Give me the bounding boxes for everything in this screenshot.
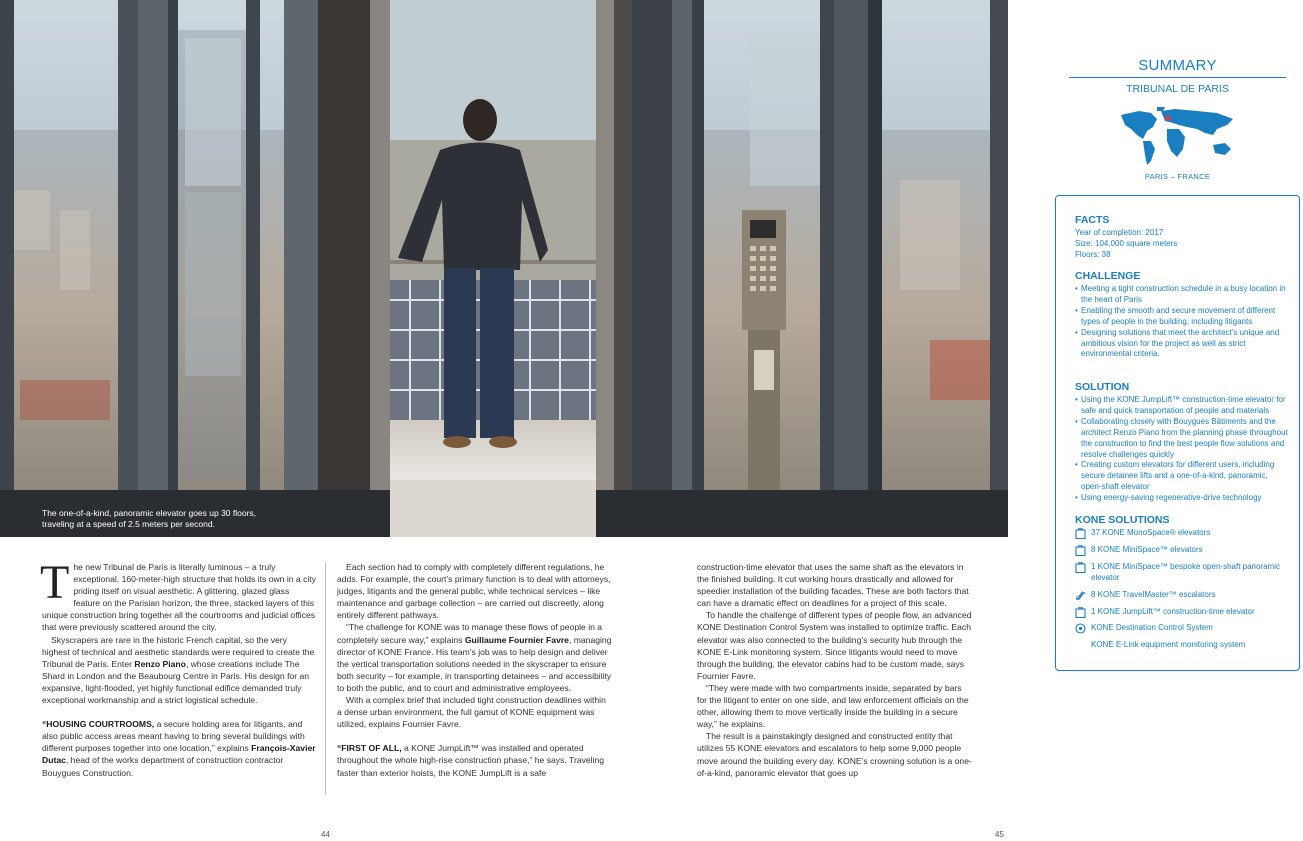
- kone-solutions-heading: KONE SOLUTIONS: [1075, 514, 1170, 526]
- list-item: • Enabling the smooth and secure movement of different types of people in the building, including litigants: [1075, 306, 1290, 328]
- paragraph: [337, 621, 612, 694]
- person-name: François-Xavier Dutac: [42, 743, 316, 766]
- product-label: 8 KONE MiniSpace™ elevators: [1091, 544, 1203, 554]
- paragraph: [42, 634, 317, 707]
- list-item: • Using the KONE JumpLift™ construction-time elevator for safe and quick transportation of people and materials: [1075, 395, 1290, 417]
- list-item: • Designing solutions that meet the architect’s unique and ambitious vision for the project as well as strict environmental criteria.: [1075, 328, 1290, 361]
- greenland-shape: [1157, 107, 1165, 111]
- paragraph-text: he new Tribunal de Paris is literally luminous – a truly exceptional, 160-meter-high structure that holds its own in a city priding itself on visual aesthetic. A glittering, glazed glass feature on the Parisian horizon, the three, stacked layers of this unique construction bring together all the courtrooms and judicial offices that were previously scattered around the city.: [42, 562, 316, 633]
- product-label: KONE Destination Control System: [1091, 623, 1213, 633]
- hero-photo: [0, 0, 1008, 537]
- article-column-1: [40, 556, 317, 779]
- product-label: KONE E-Link equipment monitoring system: [1091, 640, 1246, 650]
- kone-solutions-list: [1075, 528, 1290, 651]
- product-label: 1 KONE MiniSpace™ bespoke open-shaft panoramic elevator: [1091, 561, 1280, 582]
- challenge-heading: CHALLENGE: [1075, 270, 1141, 282]
- fact-item: Floors: 38: [1075, 249, 1111, 259]
- paragraph: With a complex brief that included tight construction deadlines within a dense urban environment, the full gamut of KONE equipment was utilized, explains Fournier Favre.: [337, 695, 606, 730]
- paragraph: To handle the challenge of different types of people flow, an advanced KONE Destination Control System was installed to optimize traffic. Each elevator was also connected to the building’s security hub through the KONE E-Link monitoring system. Since litigants would need to move through the building, the elevator cabins had to be custom made, says Fournier Favre.: [697, 610, 972, 681]
- lead-in: “HOUSING COURTROOMS,: [42, 719, 155, 730]
- paragraph: Each section had to comply with completely different regulations, he adds. For example, the court’s primary function is to deal with attorneys, judges, litigants and the general public, while technical services – like maintenance and garbage collection – are carried out discreetly, along entirely different pathways.: [337, 562, 611, 621]
- solution-heading: SOLUTION: [1075, 381, 1130, 393]
- caption-line: The one-of-a-kind, panoramic elevator goes up 30 floors,: [42, 508, 257, 518]
- south-america-shape: [1143, 141, 1155, 165]
- paragraph-text: “The challenge for KONE was to manage these flows of people in a completely secure way,” explains: [337, 622, 603, 645]
- solution-list: [1075, 395, 1290, 504]
- challenge-section: [1075, 270, 1290, 360]
- product-label: 37 KONE MonoSpace® elevators: [1091, 528, 1211, 537]
- destination-control-icon: [1075, 623, 1086, 634]
- elevator-icon: [1075, 562, 1086, 573]
- facts-section: [1075, 214, 1290, 261]
- australia-shape: [1213, 143, 1231, 155]
- caption-line: traveling at a speed of 2.5 meters per second.: [42, 518, 215, 529]
- page-number-left: 44: [321, 830, 330, 839]
- list-item: • Using energy-saving regenerative-drive technology: [1075, 493, 1290, 504]
- summary-title: SUMMARY: [1138, 57, 1217, 74]
- summary-divider: [1069, 77, 1286, 78]
- africa-shape: [1167, 129, 1185, 157]
- product-item: [1075, 562, 1290, 584]
- list-item: • Creating custom elevators for different users, including secure detainee lifts and a one-of-a-kind, panoramic, open-shaft elevator: [1075, 460, 1290, 493]
- drop-cap: T: [40, 556, 70, 609]
- elevator-photo-illustration: [0, 0, 1008, 537]
- elevator-icon: [1075, 545, 1086, 556]
- project-location: PARIS – FRANCE: [1144, 172, 1211, 181]
- paragraph: “They were made with two compartments inside, separated by bars for the litigant to enter on one side, and law enforcement officials on the other, allowing them to move vertically inside the building in a secure way,” he explains.: [697, 682, 969, 730]
- project-name: TRIBUNAL DE PARIS: [1126, 83, 1229, 95]
- paragraph-text: a secure holding area for litigants, and also public access areas meant having to bring several buildings with different purposes together into one location,” explains: [42, 719, 305, 754]
- paragraph-text: , managing director of KONE France. His team’s job was to help design and deliver the vertical transportation solutions needed in the skyscraper to ensure both security – for example, in transporting detainees – and accessibility to both the public, and to court and administrative employees.: [337, 634, 612, 693]
- paragraph-text: a KONE JumpLift™ was installed and operated throughout the whole high-rise construction phase,” he says. Traveling faster than exterior hoists, the KONE JumpLift is a safe: [337, 743, 605, 778]
- product-item: [1075, 640, 1290, 651]
- product-item: [1075, 607, 1290, 618]
- elevator-icon: [1075, 607, 1086, 618]
- list-item: • Collaborating closely with Bouygues Bâtiments and the architect Renzo Piano from the planning phase throughout the construction to find the best people flow solutions and resolve challenges quickly: [1075, 417, 1290, 461]
- paragraph: The result is a painstakingly designed and constructed entity that utilizes 55 KONE elevators and escalators to help some 9,000 people move around the building every day. KONE’s crowning solution is a one-of-a-kind, panoramic elevator that goes up: [697, 731, 972, 778]
- person-name: Guillaume Fournier Favre: [464, 634, 569, 645]
- elevator-icon: [1075, 528, 1086, 539]
- paris-marker-icon: [1165, 115, 1170, 120]
- list-item: • Meeting a tight construction schedule in a busy location in the heart of Paris: [1075, 284, 1290, 306]
- page-number-right: 45: [995, 830, 1004, 839]
- lead-in: “FIRST OF ALL,: [337, 743, 402, 754]
- article-column-2: [337, 561, 612, 779]
- column-divider: [325, 563, 326, 795]
- paragraph-text: Skyscrapers are rare in the historic French capital, so the very highest of technical and aesthetic standards were required to create the Tribunal de Paris. Enter: [42, 634, 315, 669]
- paragraph-text: , whose creations include The Shard in London and the Beaubourg Centre in Paris. His design for an expansive, light-flooded, yet highly functional edifice demanded truly exceptional workmanship and a strict logistical schedule.: [42, 658, 310, 706]
- world-map-icon: [1117, 105, 1237, 167]
- kone-solutions-section: [1075, 514, 1290, 657]
- photo-caption: [42, 508, 272, 529]
- paragraph-text: , head of the works department of construction contractor Bouygues Construction.: [42, 755, 284, 778]
- solution-section: [1075, 381, 1290, 504]
- paragraph: [42, 718, 317, 778]
- escalator-icon: [1075, 590, 1086, 601]
- product-item: [1075, 590, 1290, 601]
- facts-heading: FACTS: [1075, 214, 1110, 226]
- person-name: Renzo Piano: [134, 658, 186, 669]
- product-item: [1075, 545, 1290, 556]
- fact-item: Year of completion: 2017: [1075, 228, 1164, 237]
- article-column-3: [697, 561, 972, 779]
- paragraph: [40, 556, 317, 634]
- north-america-shape: [1121, 111, 1157, 139]
- product-item: [1075, 623, 1290, 634]
- challenge-list: [1075, 284, 1290, 360]
- product-item: [1075, 528, 1290, 539]
- paragraph: construction-time elevator that uses the same shaft as the elevators in the finished building. It cut working hours drastically and allowed for speedier installation of the building facades. These are both factors that can have a dramatic effect on deadlines for a project of this scale.: [697, 562, 969, 609]
- product-label: 1 KONE JumpLift™ construction-time elevator: [1091, 606, 1255, 616]
- fact-item: Size: 104,000 square meters: [1075, 238, 1178, 248]
- product-label: 8 KONE TravelMaster™ escalators: [1091, 589, 1216, 599]
- paragraph: [337, 742, 612, 778]
